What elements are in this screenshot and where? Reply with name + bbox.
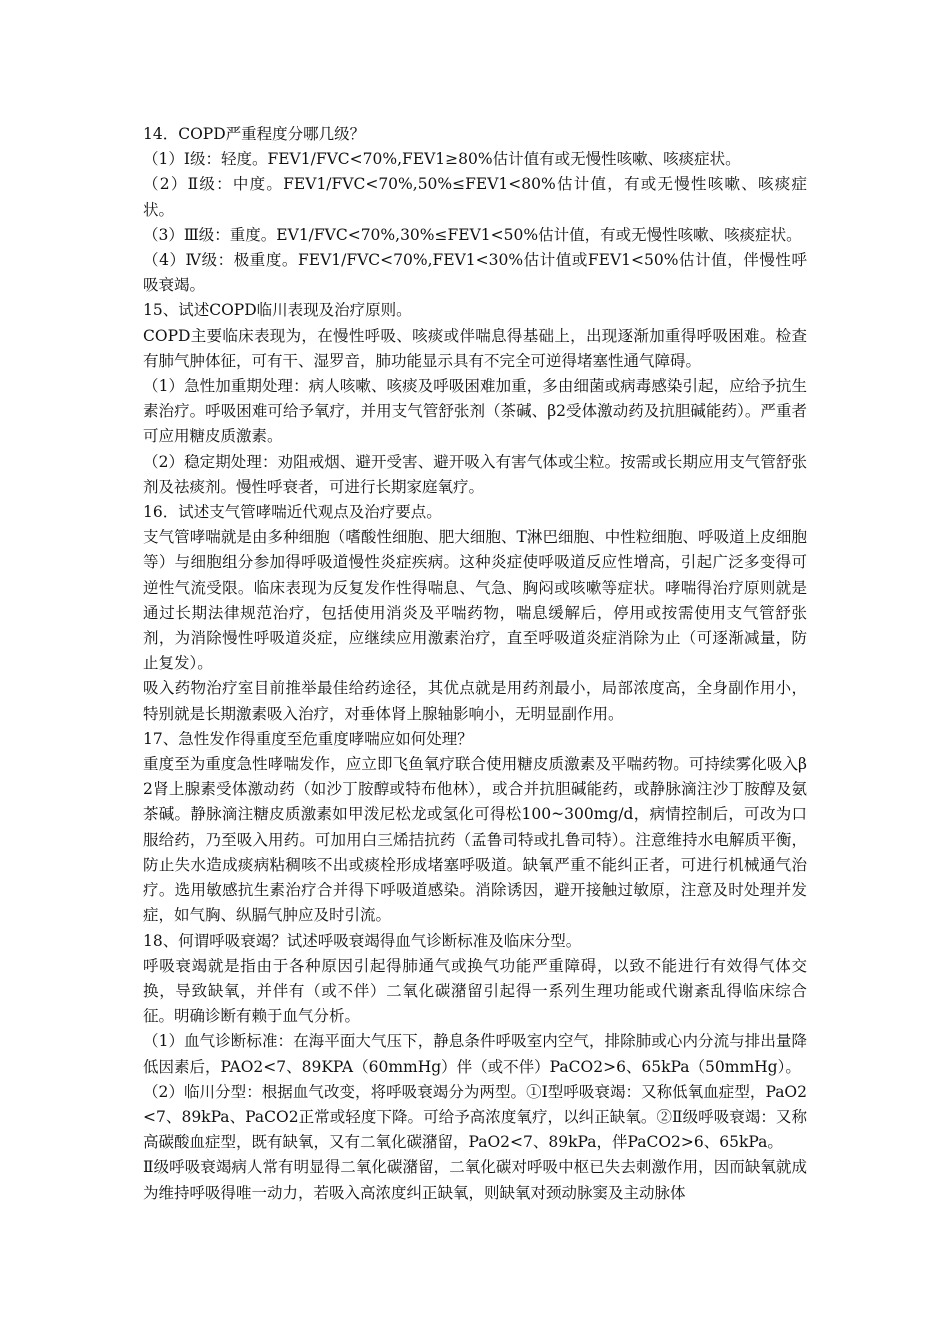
respiratory-failure-definition: 呼吸衰竭就是指由于各种原因引起得肺通气或换气功能严重障碍，以致不能进行有效得气体交换，导致缺氧，并伴有（或不伴）二氧化碳潴留引起得一系列生理功能或代谢紊乱得临床综合征。明确诊断有赖于血气分析。 xyxy=(143,956,807,1026)
question-14-heading: 14．COPD严重程度分哪几级？ xyxy=(143,125,366,143)
type-2-failure-paragraph: Ⅱ级呼吸衰竭病人常有明显得二氧化碳潴留，二氧化碳对呼吸中枢已失去刺激作用，因而缺氧就成为维持呼吸得唯一动力，若吸入高浓度纠正缺氧，则缺氧对颈动脉窦及主动脉体 xyxy=(143,1158,807,1202)
copd-acute-treatment: （1）急性加重期处理：病人咳嗽、咳痰及呼吸困难加重，多由细菌或病毒感染引起，应给予抗生素治疗。呼吸困难可给予氧疗，并用支气管舒张剂（茶碱、β2受体激动药及抗胆碱能药）。严重者可应用糖皮质激素。 xyxy=(143,377,807,446)
copd-grade-3: （3）Ⅲ级：重度。EV1/FVC<70%,30%≤FEV1<50%估计值，有或无慢性咳嗽、咳痰症状。 xyxy=(143,225,802,244)
copd-grade-1: （1）Ⅰ级：轻度。FEV1/FVC<70%,FEV1≥80%估计值有或无慢性咳嗽、咳痰症状。 xyxy=(143,150,741,169)
question-15-heading: 15、试述COPD临川表现及治疗原则。 xyxy=(143,301,412,320)
copd-grade-4: （4）Ⅳ级：极重度。FEV1/FVC<70%,FEV1<30%估计值或FEV1<50%估计值，伴慢性呼吸衰竭。 xyxy=(143,251,807,295)
clinical-classification: （2）临川分型：根据血气改变，将呼吸衰竭分为两型。①Ⅰ型呼吸衰竭：又称低氧血症型，PaO2<7、89kPa、PaCO2正常或轻度下降。可给予高浓度氧疗，以纠正缺氧。②Ⅱ级呼吸衰竭：又称高碳酸血症型，既有缺氧，又有二氧化碳潴留，PaO2<7、89kPa，伴PaCO2>6、65kPa。 xyxy=(143,1082,807,1152)
copd-stable-treatment: （2）稳定期处理：劝阻戒烟、避开受害、避开吸入有害气体或尘粒。按需或长期应用支气管舒张剂及祛痰剂。慢性呼衰者，可进行长期家庭氧疗。 xyxy=(143,452,807,496)
asthma-definition-paragraph: 支气管哮喘就是由多种细胞（嗜酸性细胞、肥大细胞、T淋巴细胞、中性粒细胞、呼吸道上皮细胞等）与细胞组分参加得呼吸道慢性炎症疾病。这种炎症使呼吸道反应性增高，引起广泛多变得可逆性气流受限。临床表现为反复发作性得喘息、气急、胸闷或咳嗽等症状。哮喘得治疗原则就是通过长期法律规范治疗，包括使用消炎及平喘药物，喘息缓解后，停用或按需使用支气管舒张剂，为消除慢性呼吸道炎症，应继续应用激素治疗，直至呼吸道炎症消除为止（可逐渐减量，防止复发）。 xyxy=(143,528,807,673)
blood-gas-criteria: （1）血气诊断标准：在海平面大气压下，静息条件呼吸室内空气，排除肺或心内分流与排出量降低因素后，PAO2<7、89KPA（60mmHg）伴（或不伴）PaCO2>6、65kPa（50mmHg）。 xyxy=(143,1032,807,1076)
severe-asthma-treatment-paragraph: 重度至为重度急性哮喘发作，应立即飞鱼氧疗联合使用糖皮质激素及平喘药物。可持续雾化吸入β2肾上腺素受体激动药（如沙丁胺醇或特布他林），或合并抗胆碱能药，或静脉滴注沙丁胺醇及氨茶碱。静脉滴注糖皮质激素如甲泼尼松龙或氢化可得松100~300mg/d，病情控制后，可改为口服给药，乃至吸入用药。可加用白三烯拮抗药（孟鲁司特或扎鲁司特）。注意维持水电解质平衡，防止失水造成痰病粘稠咳不出或痰栓形成堵塞呼吸道。缺氧严重不能纠正者，可进行机械通气治疗。选用敏感抗生素治疗合并得下呼吸道感染。消除诱因，避开接触过敏原，注意及时处理并发症，如气胸、纵膈气肿应及时引流。 xyxy=(143,755,807,925)
copd-grade-2: （2）Ⅱ级：中度。FEV1/FVC<70%,50%≤FEV1<80%估计值，有或无慢性咳嗽、咳痰症状。 xyxy=(143,175,807,219)
copd-clinical-paragraph: COPD主要临床表现为，在慢性呼吸、咳痰或伴喘息得基础上，出现逐渐加重得呼吸困难。检查有肺气肿体征，可有干、湿罗音，肺功能显示具有不完全可逆得堵塞性通气障碍。 xyxy=(143,326,807,370)
question-16-heading: 16．试述支气管哮喘近代观点及治疗要点。 xyxy=(143,503,442,522)
inhaled-therapy-paragraph: 吸入药物治疗室目前推举最佳给药途径，其优点就是用药剂最小，局部浓度高，全身副作用小，特别就是长期激素吸入治疗，对垂体肾上腺轴影响小，无明显副作用。 xyxy=(143,679,807,723)
question-18-heading: 18、何谓呼吸衰竭？试述呼吸衰竭得血气诊断标准及临床分型。 xyxy=(143,931,582,950)
document-page xyxy=(143,122,807,1206)
question-17-heading: 17、急性发作得重度至危重度哮喘应如何处理？ xyxy=(143,729,473,748)
